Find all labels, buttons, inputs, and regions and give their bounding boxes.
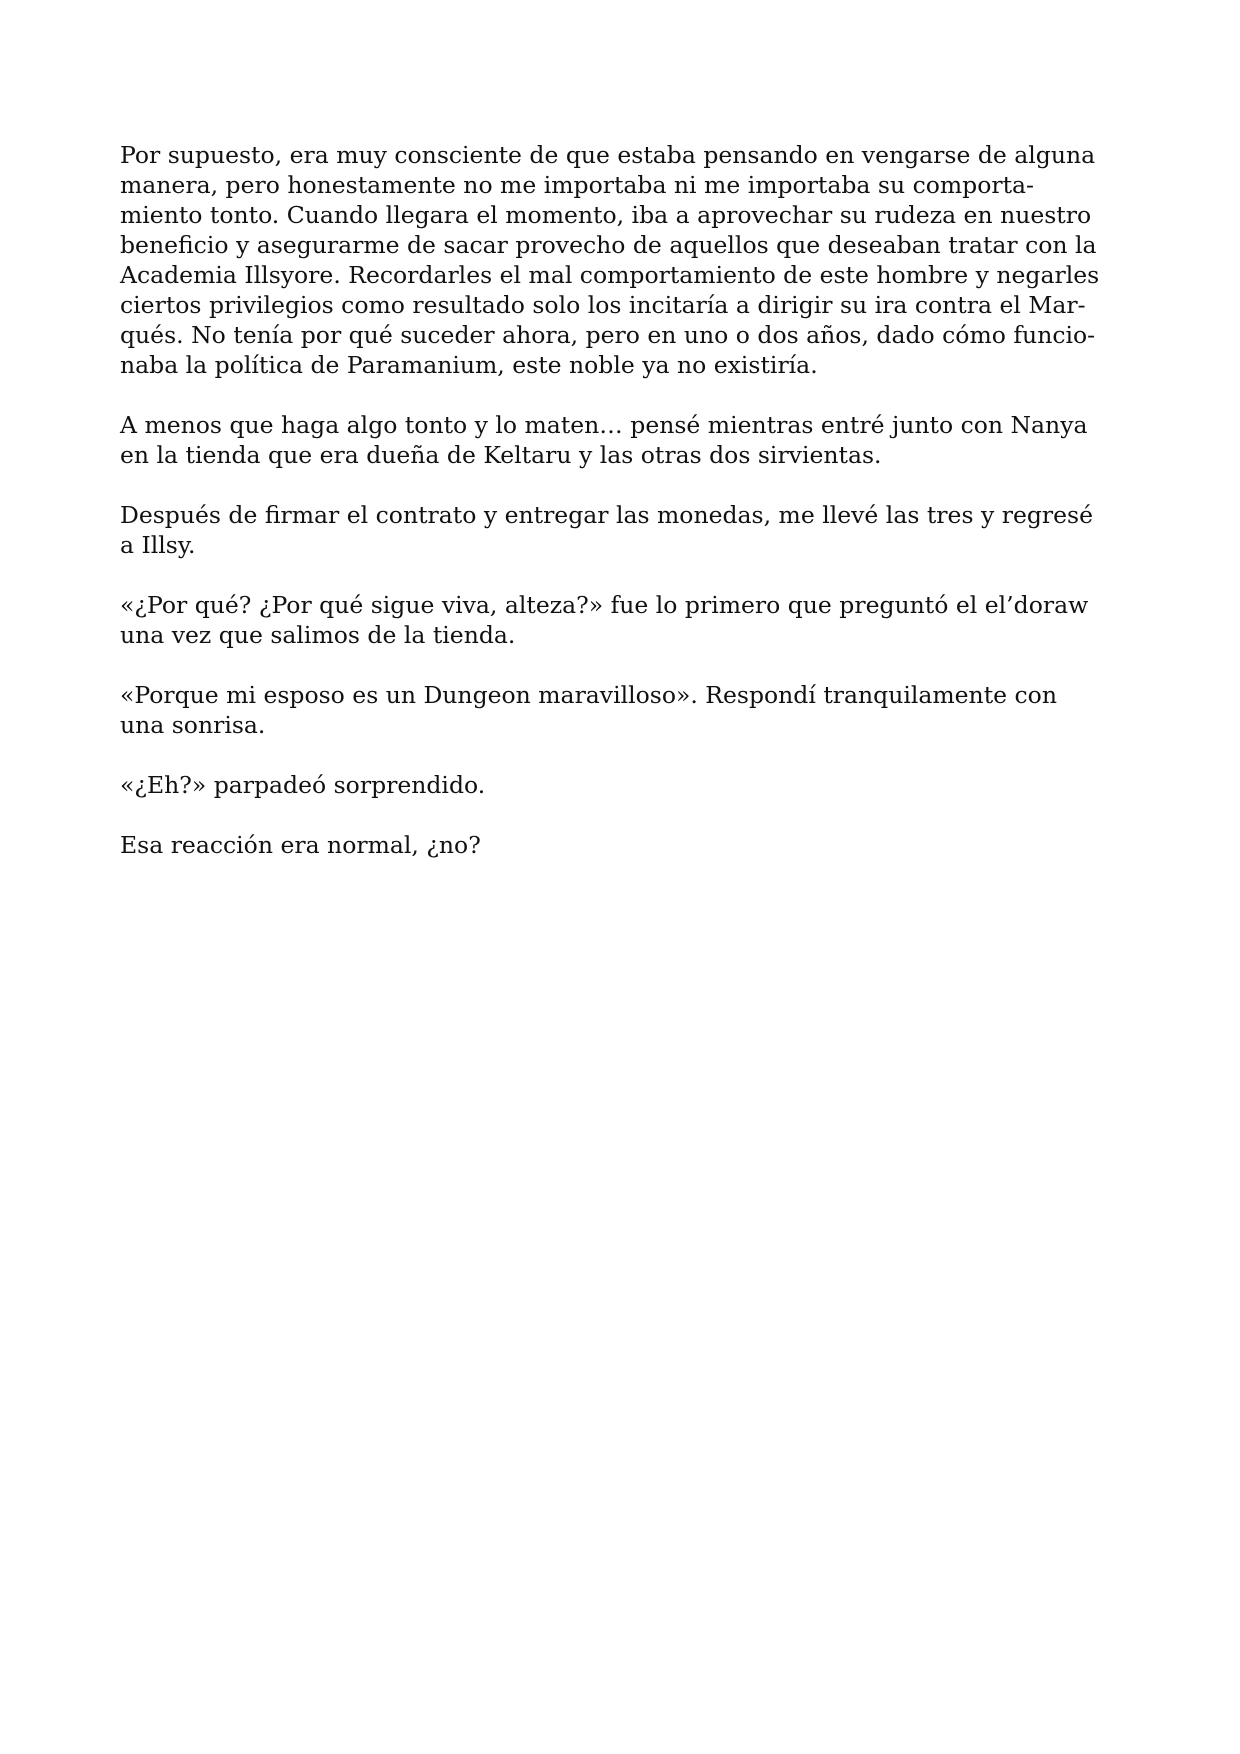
text-line: «¿Eh?» parpadeó sorprendido. [120,771,486,799]
paragraph [120,830,1120,860]
text-line: manera, pero honestamente no me importaba ni me importaba su comporta- [120,171,1034,199]
text-line: «Porque mi esposo es un Dungeon maravilloso». Respondí tranquilamente con [120,681,1057,709]
text-line: Por supuesto, era muy consciente de que estaba pensando en vengarse de alguna [120,141,1096,169]
paragraph [120,500,1120,560]
text-line: Después de firmar el contrato y entregar las monedas, me llevé las tres y regresé [120,501,1094,529]
paragraph [120,680,1120,740]
text-line: naba la política de Paramanium, este noble ya no existiría. [120,351,818,379]
text-line: A menos que haga algo tonto y lo maten… pensé mientras entré junto con Nanya [120,411,1088,439]
paragraph [120,140,1120,380]
text-line: qués. No tenía por qué suceder ahora, pero en uno o dos años, dado cómo funcio- [120,321,1096,349]
text-line: beneficio y asegurarme de sacar provecho de aquellos que deseaban tratar con la [120,231,1097,259]
document-body [120,140,1120,890]
paragraph [120,590,1120,650]
text-line: Academia Illsyore. Recordarles el mal comportamiento de este hombre y negarles [120,261,1100,289]
text-line: miento tonto. Cuando llegara el momento, iba a aprovechar su rudeza en nuestro [120,201,1092,229]
text-line: una sonrisa. [120,711,266,739]
paragraph [120,770,1120,800]
text-line: «¿Por qué? ¿Por qué sigue viva, alteza?» fue lo primero que preguntó el el’doraw [120,591,1089,619]
text-line: Esa reacción era normal, ¿no? [120,831,481,859]
text-line: una vez que salimos de la tienda. [120,621,516,649]
text-line: en la tienda que era dueña de Keltaru y las otras dos sirvientas. [120,441,882,469]
text-line: ciertos privilegios como resultado solo los incitaría a dirigir su ira contra el Mar- [120,291,1086,319]
paragraph [120,410,1120,470]
text-line: a Illsy. [120,531,196,559]
